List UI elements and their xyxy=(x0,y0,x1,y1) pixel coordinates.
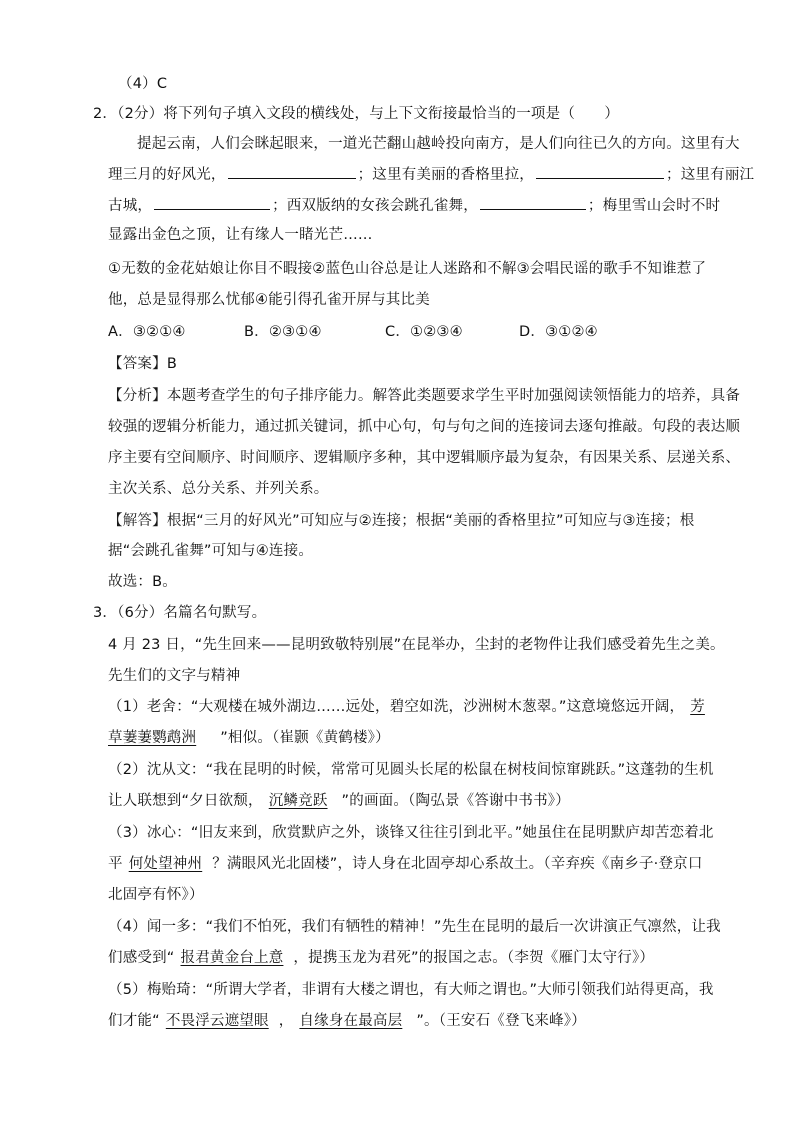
q3-intro: 4 月 23 日，“先生回来——昆明致敬特别展”在昆举办，尘封的老物件让我们感受着先生之美。 xyxy=(108,637,725,653)
q3-subtitle: 先生们的文字与精神 xyxy=(108,668,241,684)
item-text: ，提携玉龙为君死”的报国之志。（李贺《雁门太守行》） xyxy=(293,950,655,966)
item-text: 平 xyxy=(108,856,123,872)
fill-blank xyxy=(228,164,356,179)
fill-blank xyxy=(480,195,586,210)
q2-analysis-line4: 主次关系、总分关系、并列关系。 xyxy=(108,481,329,497)
answer-underline: 何处望神州 xyxy=(128,856,203,872)
q2-stem-line xyxy=(93,104,619,124)
analysis-tag: 【分析】 xyxy=(108,388,167,404)
q3-item3-line2 xyxy=(108,854,703,874)
answer-underline: 沉鳞竞跃 xyxy=(268,793,328,809)
q2-solution-line1 xyxy=(108,511,694,531)
q3-item3-line3: 北固亭有怀》） xyxy=(108,887,204,903)
solution-text: 根据“三月的好风光”可知应与②连接；根据“美丽的香格里拉”可知应与③连接；根 xyxy=(166,513,695,529)
item-text: ？满眼风光北固楼”，诗人身在北固亭却心系故土。（辛弃疾《南乡子·登京口 xyxy=(212,856,703,872)
q2-solution-line2: 据“会跳孔雀舞”可知与④连接。 xyxy=(108,543,314,559)
q3-stem-line xyxy=(93,603,266,623)
q2-conclusion: 故选：B。 xyxy=(108,574,177,590)
item-text: ”的画面。（陶弘景《答谢中书书》） xyxy=(341,793,570,809)
q2-stem: （2分）将下列句子填入文段的横线处，与上下文衔接最恰当的一项是（ ） xyxy=(117,106,620,122)
answer-tag: 【答案】 xyxy=(108,356,167,372)
q3-item5-line2 xyxy=(108,1011,586,1031)
q2-passage-text: ；西双版纳的女孩会跳孔雀舞， xyxy=(272,198,478,214)
q3-stem: （6分）名篇名句默写。 xyxy=(117,605,267,621)
q2-sentences-line1: ①无数的金花姑娘让你目不暇接②蓝色山谷总是让人迷路和不解③会唱民谣的歌手不知谁惹了 xyxy=(108,261,707,277)
item-text: （1）老舍：“大观楼在城外湖边……远处，碧空如洗，沙洲树木葱翠。”这意境悠远开阔， xyxy=(108,699,685,715)
q2-analysis-line2: 较强的逻辑分析能力，通过抓关键词，抓中心句，句与句之间的连接词去逐句推敲。句段的表达顺 xyxy=(108,419,741,435)
q2-sentences-line2: 他，总是显得那么忧郁④能引得孔雀开屏与其比美 xyxy=(108,292,430,308)
q2-passage-text: ；这里有丽江 xyxy=(666,167,755,183)
analysis-text: 本题考查学生的句子排序能力。解答此类题要求学生平时加强阅读领悟能力的培养，具备 xyxy=(166,388,741,404)
q3-item4-line1: （4）闻一多：“我们不怕死，我们有牺牲的精神！”先生在昆明的最后一次讲演正气凛然，让我 xyxy=(108,919,721,935)
q3-item3-line1: （3）冰心：“旧友来到，欣赏默庐之外，谈锋又往往引到北平。”她虽住在昆明默庐却苦恋着北 xyxy=(108,825,714,841)
q1-answer-tail: （4）C xyxy=(118,76,168,92)
answer-underline: 不畏浮云遮望眼 xyxy=(165,1013,269,1029)
q2-passage-line4: 显露出金色之顶，让有缘人一睹光芒…… xyxy=(108,227,373,243)
fill-blank xyxy=(154,195,270,210)
q2-option-c: C．①②③④ xyxy=(385,324,463,340)
answer-underline: 草萋萋鹦鹉洲 xyxy=(108,730,197,746)
q2-passage-text: 理三月的好风光， xyxy=(108,167,226,183)
q2-passage-line2 xyxy=(108,164,754,185)
item-text: 让人联想到“夕日欲颓， xyxy=(108,793,263,809)
item-text: ”。（王安石《登飞来峰》） xyxy=(416,1013,586,1029)
fill-blank xyxy=(536,164,664,179)
q3-item5-line1: （5）梅贻琦：“所谓大学者，非谓有大楼之谓也，有大师之谓也。”大师引领我们站得更高，我 xyxy=(108,982,714,998)
answer-underline: 报君黄金台上意 xyxy=(180,950,284,966)
item-text: ， xyxy=(278,1013,294,1029)
q2-passage-text: ；梅里雪山会时不时 xyxy=(587,198,721,214)
solution-tag: 【解答】 xyxy=(108,513,167,529)
item-text: ”相似。（崔颢《黄鹤楼》） xyxy=(220,730,390,746)
q3-item4-line2 xyxy=(108,948,654,968)
q3-item2-line1: （2）沈从文：“我在昆明的时候，常常可见圆头长尾的松鼠在树枝间惊窜跳跃。”这蓬勃的生机 xyxy=(108,762,714,778)
q2-number: 2． xyxy=(93,106,118,122)
q3-item1-line2 xyxy=(108,728,390,748)
q2-passage-text: ；这里有美丽的香格里拉， xyxy=(357,167,535,183)
q2-passage-text: 古城， xyxy=(108,198,153,214)
item-text: 们才能“ xyxy=(108,1013,160,1029)
answer-value: B xyxy=(166,356,177,372)
q2-analysis-line3: 序主要有空间顺序、时间顺序、逻辑顺序多种，其中逻辑顺序最为复杂，有因果关系、层递关系、 xyxy=(108,450,741,466)
answer-underline: 自缘身在最高层 xyxy=(299,1013,403,1029)
q2-analysis-line1 xyxy=(108,386,740,406)
q2-answer-line xyxy=(108,354,177,374)
q3-item2-line2 xyxy=(108,791,570,811)
q3-number: 3． xyxy=(93,605,118,621)
q2-option-d: D．③①②④ xyxy=(519,324,598,340)
q2-passage-line3 xyxy=(108,195,720,216)
q3-item1-line1 xyxy=(108,697,713,717)
q2-option-b: B．②③①④ xyxy=(244,324,322,340)
item-text: 们感受到“ xyxy=(108,950,175,966)
answer-underline: 芳 xyxy=(690,699,705,715)
q2-passage-line1: 提起云南，人们会眯起眼来，一道光芒翻山越岭投向南方，是人们向往已久的方向。这里有大 xyxy=(137,136,740,152)
q2-option-a: A．③②①④ xyxy=(108,324,186,340)
